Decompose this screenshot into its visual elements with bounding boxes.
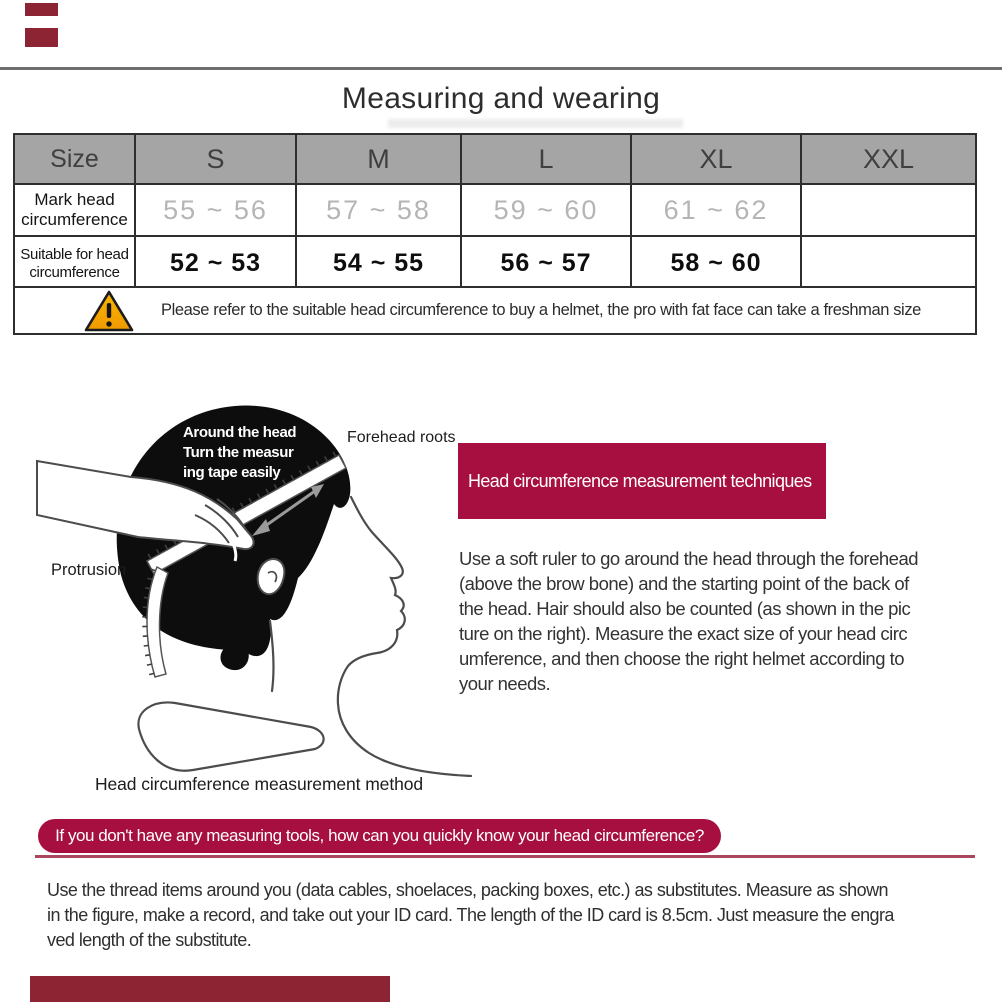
hair-note-line-1: Around the head [183,424,297,441]
technique-line: ture on the right). Measure the exact size of your head circ [459,623,908,644]
face-profile-line [338,497,471,776]
size-table-header-s: S [136,135,297,185]
bottom-left-red-bar [30,976,390,1002]
table-cell [802,185,975,237]
table-cell [802,237,975,290]
page-title: Measuring and wearing [341,82,661,115]
table-cell: 56 ~ 57 [462,237,632,290]
top-divider-line [0,67,1002,70]
technique-paragraph [459,546,951,696]
size-table-header-xl: XL [632,135,802,185]
hair-nape-curl [220,646,248,670]
size-table-header-size: Size [15,135,136,185]
technique-banner [458,443,826,519]
table-cell: 52 ~ 53 [136,237,297,290]
collar-shape [138,703,323,771]
label-protrusion: Protrusion [51,561,127,579]
quick-measure-banner [38,819,721,853]
size-note-text: Please refer to the suitable head circumference to buy a helmet, the pro with fat face can take a freshman size [161,301,921,319]
size-table-header-xxl: XXL [802,135,975,185]
hair-note-line-2: Turn the measur [183,444,294,461]
size-note-box [13,286,977,335]
title-smudge [388,119,683,128]
label-forehead-roots: Forehead roots [347,429,456,446]
back-neck-line [270,621,273,691]
technique-line: your needs. [459,673,551,694]
head-measurement-illustration [35,397,475,777]
technique-line: umference, and then choose the right helmet according to [459,648,905,669]
technique-line: (above the brow bone) and the starting point of the back of [459,573,909,594]
technique-line: Use a soft ruler to go around the head through the forehead [459,548,919,569]
hair-note-line-3: ing tape easily [183,464,281,481]
table-cell: 58 ~ 60 [632,237,802,290]
banner-underline [35,855,975,858]
quick-measure-banner-text: If you don't have any measuring tools, how can you quickly know your head circumference? [55,826,704,845]
top-left-red-bar-2 [25,28,58,47]
quick-measure-paragraph [47,878,987,953]
table-cell: 57 ~ 58 [297,185,462,237]
size-table [13,133,977,288]
quick-measure-line: ved length of the substitute. [47,930,252,950]
table-cell: 54 ~ 55 [297,237,462,290]
top-left-red-bar-1 [25,3,58,16]
size-table-header-l: L [462,135,632,185]
row-label-suitable: Suitable for head circumference [15,237,136,290]
table-cell: 59 ~ 60 [462,185,632,237]
row-label-mark-head: Mark head circumference [15,185,136,237]
quick-measure-line: in the figure, make a record, and take out your ID card. The length of the ID card is 8.5cm. Just measure the engra [47,905,894,925]
technique-line: the head. Hair should also be counted (as shown in the pic [459,598,911,619]
technique-banner-text: Head circumference measurement techniques [468,470,812,491]
size-table-header-m: M [297,135,462,185]
table-cell: 55 ~ 56 [136,185,297,237]
table-cell: 61 ~ 62 [632,185,802,237]
warning-triangle-icon [83,289,135,333]
figure-caption: Head circumference measurement method [95,774,423,794]
quick-measure-line: Use the thread items around you (data cables, shoelaces, packing boxes, etc.) as substitutes. Measure as shown [47,880,888,900]
